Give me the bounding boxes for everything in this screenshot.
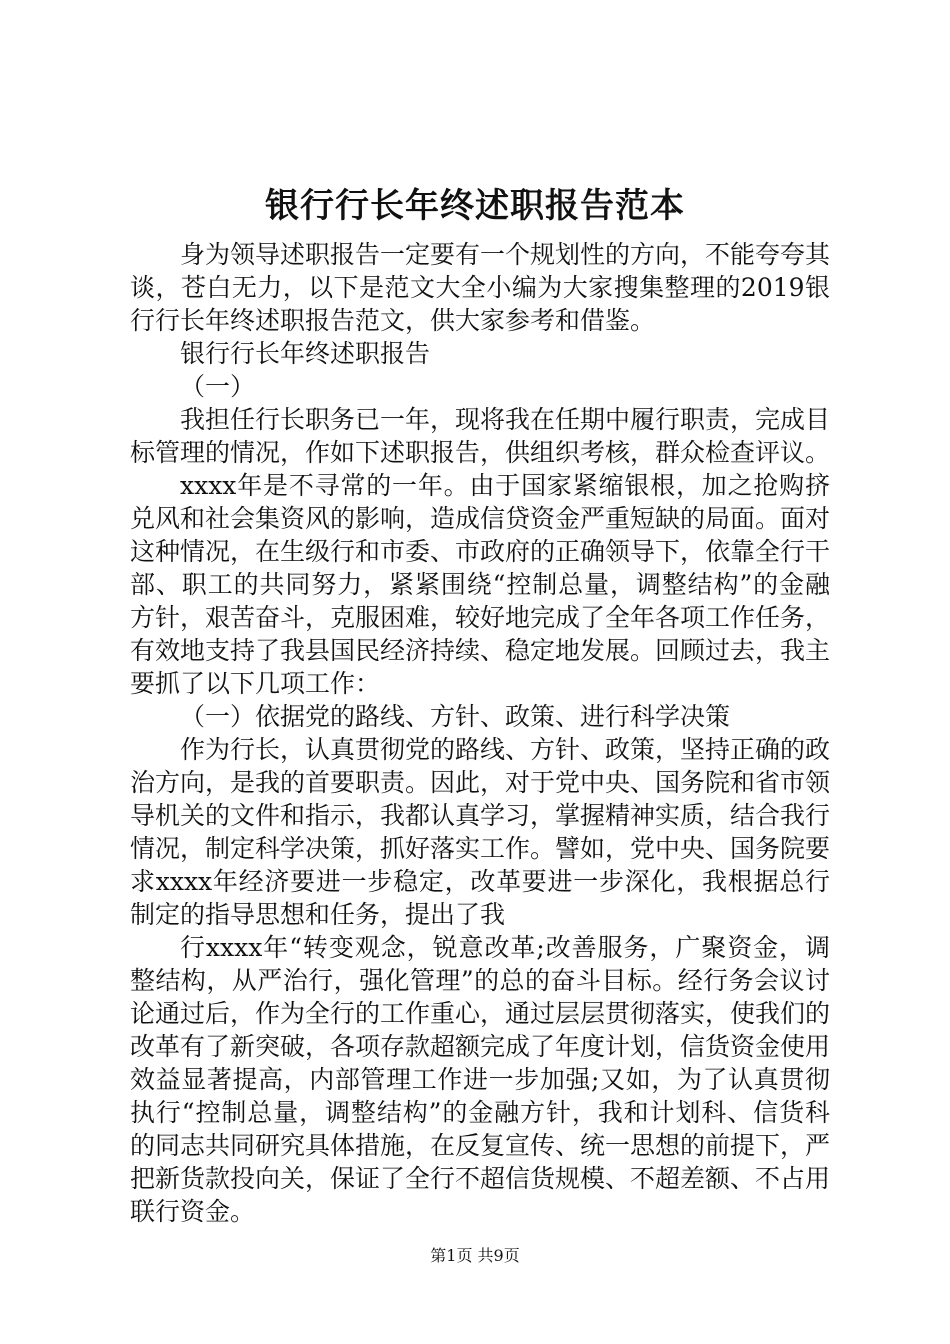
body-paragraph: 我担任行长职务已一年，现将我在任期中履行职责，完成目标管理的情况，作如下述职报告，供组织考核，群众检查评议。 — [130, 405, 831, 467]
document-title: 银行行长年终述职报告范本 — [265, 186, 685, 226]
section-number: （一） — [180, 372, 256, 401]
report-heading: 银行行长年终述职报告 — [180, 339, 431, 368]
intro-paragraph: 身为领导述职报告一定要有一个规划性的方向，不能夸夸其谈，苍白无力，以下是范文大全小编为大家搜集整理的2019银行行长年终述职报告范文，供大家参考和借鉴。 — [130, 240, 831, 335]
document-body — [130, 238, 830, 1228]
body-paragraph: xxxx年是不寻常的一年。由于国家紧缩银根，加之抢购挤兑风和社会集资风的影响，造成信贷资金严重短缺的局面。面对这种情况，在生级行和市委、市政府的正确领导下，依靠全行干部、职工的共同努力，紧紧围绕“控制总量，调整结构”的金融方针，艰苦奋斗，克服困难，较好地完成了全年各项工作任务，有效地支持了我县国民经济持续、稳定地发展。回顾过去，我主要抓了以下几项工作： — [130, 471, 831, 698]
section-heading: （一）依据党的路线、方针、政策、进行科学决策 — [180, 702, 731, 731]
page-footer: 第1页 共9页 — [430, 1246, 520, 1265]
body-paragraph: 行xxxx年“转变观念，锐意改革;改善服务，广聚资金，调整结构，从严治行，强化管理”的总的奋斗目标。经行务会议讨论通过后，作为全行的工作重心，通过层层贯彻落实，使我们的改革有了新突破，各项存款超额完成了年度计划，信货资金使用效益显著提高，内部管理工作进一步加强;又如，为了认真贯彻执行“控制总量，调整结构”的金融方针，我和计划科、信货科的同志共同研究具体措施，在反复宣传、统一思想的前提下，严把新货款投向关，保证了全行不超信货规模、不超差额、不占用联行资金。 — [130, 933, 831, 1226]
body-paragraph: 作为行长，认真贯彻党的路线、方针、政策，坚持正确的政治方向，是我的首要职责。因此，对于党中央、国务院和省市领导机关的文件和指示，我都认真学习，掌握精神实质，结合我行情况，制定科学决策，抓好落实工作。譬如，党中央、国务院要求xxxx年经济要进一步稳定，改革要进一步深化，我根据总行制定的指导思想和任务，提出了我 — [130, 735, 831, 929]
